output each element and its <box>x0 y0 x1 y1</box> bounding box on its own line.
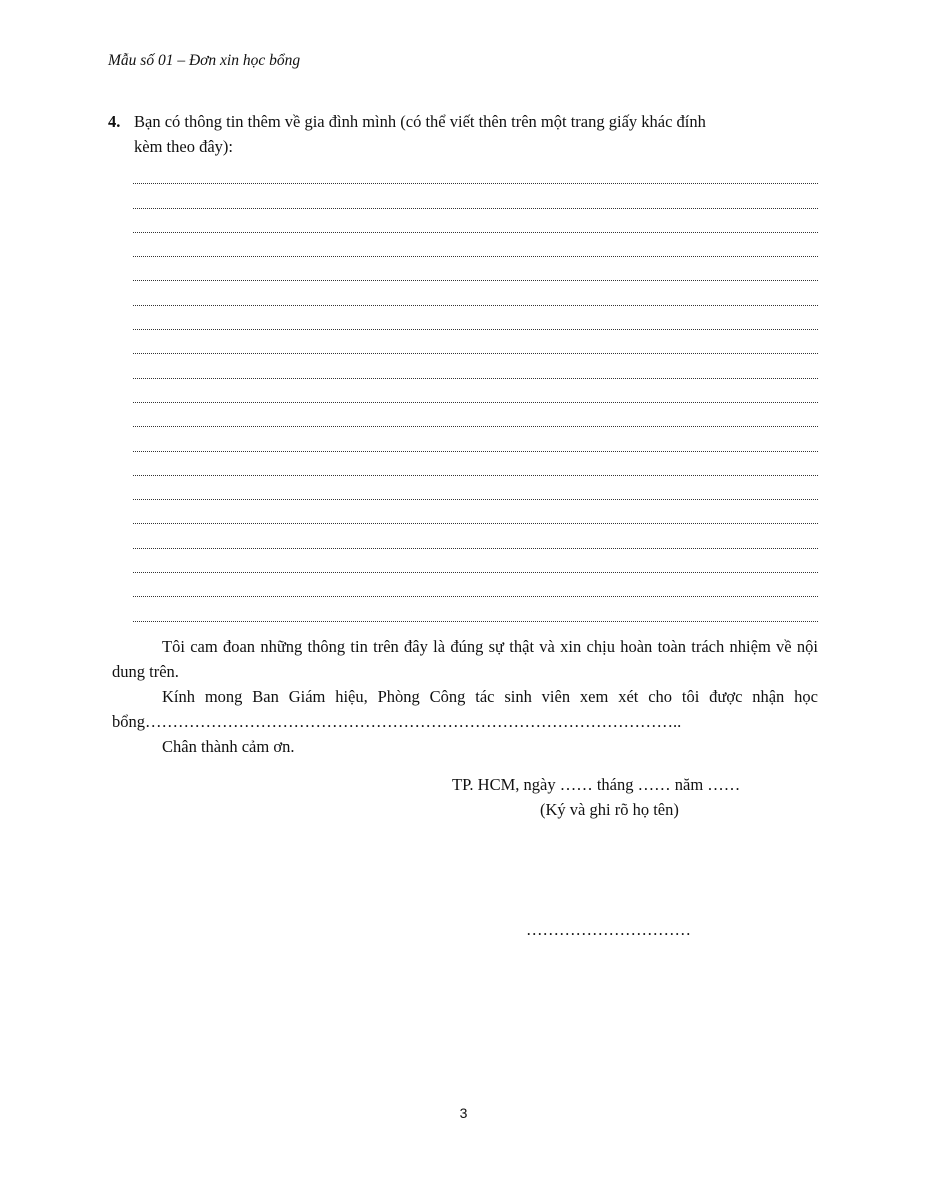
answer-blank-line <box>133 184 818 208</box>
answer-blank-line <box>133 524 818 548</box>
question-number: 4. <box>108 112 121 131</box>
answer-blank-line <box>133 306 818 330</box>
answer-blank-line <box>133 160 818 184</box>
answer-blank-line <box>133 330 818 354</box>
answer-blank-line <box>133 354 818 378</box>
signature-instruction: (Ký và ghi rõ họ tên) <box>540 800 679 819</box>
answer-blank-line <box>133 257 818 281</box>
answer-blank-line <box>133 500 818 524</box>
commitment-text: Tôi cam đoan những thông tin trên đây là đúng sự thật và xin chịu hoàn toàn trách nhiệm về nội dung trên. <box>112 637 818 681</box>
answer-blank-line <box>133 379 818 403</box>
answer-blank-line <box>133 209 818 233</box>
question-4-line-1 <box>108 109 820 134</box>
commitment-paragraph <box>112 634 818 684</box>
answer-blank-line <box>133 427 818 451</box>
thanks-text: Chân thành cảm ơn. <box>162 737 295 756</box>
answer-blank-line <box>133 452 818 476</box>
answer-blank-line <box>133 476 818 500</box>
question-4-text-1: Bạn có thông tin thêm về gia đình mình (có thể viết thên trên một trang giấy khác đính <box>134 112 706 131</box>
answer-dotted-lines <box>133 160 818 622</box>
thanks-paragraph <box>112 734 818 759</box>
answer-blank-line <box>133 597 818 621</box>
form-title-header: Mẫu số 01 – Đơn xin học bổng <box>108 52 301 69</box>
answer-blank-line <box>133 281 818 305</box>
answer-blank-line <box>133 549 818 573</box>
answer-blank-line <box>133 233 818 257</box>
request-text: Kính mong Ban Giám hiệu, Phòng Công tác sinh viên xem xét cho tôi được nhận học bổng…………………………………………………………………………………….. <box>112 687 818 731</box>
request-paragraph <box>112 684 818 734</box>
question-4 <box>108 109 820 159</box>
signature-place-date: TP. HCM, ngày …… tháng …… năm …… <box>452 775 741 794</box>
question-4-text-2: kèm theo đây): <box>134 137 233 156</box>
page-number: 3 <box>459 1105 468 1121</box>
signature-blank: ………………………… <box>526 920 691 939</box>
answer-blank-line <box>133 573 818 597</box>
answer-blank-line <box>133 403 818 427</box>
